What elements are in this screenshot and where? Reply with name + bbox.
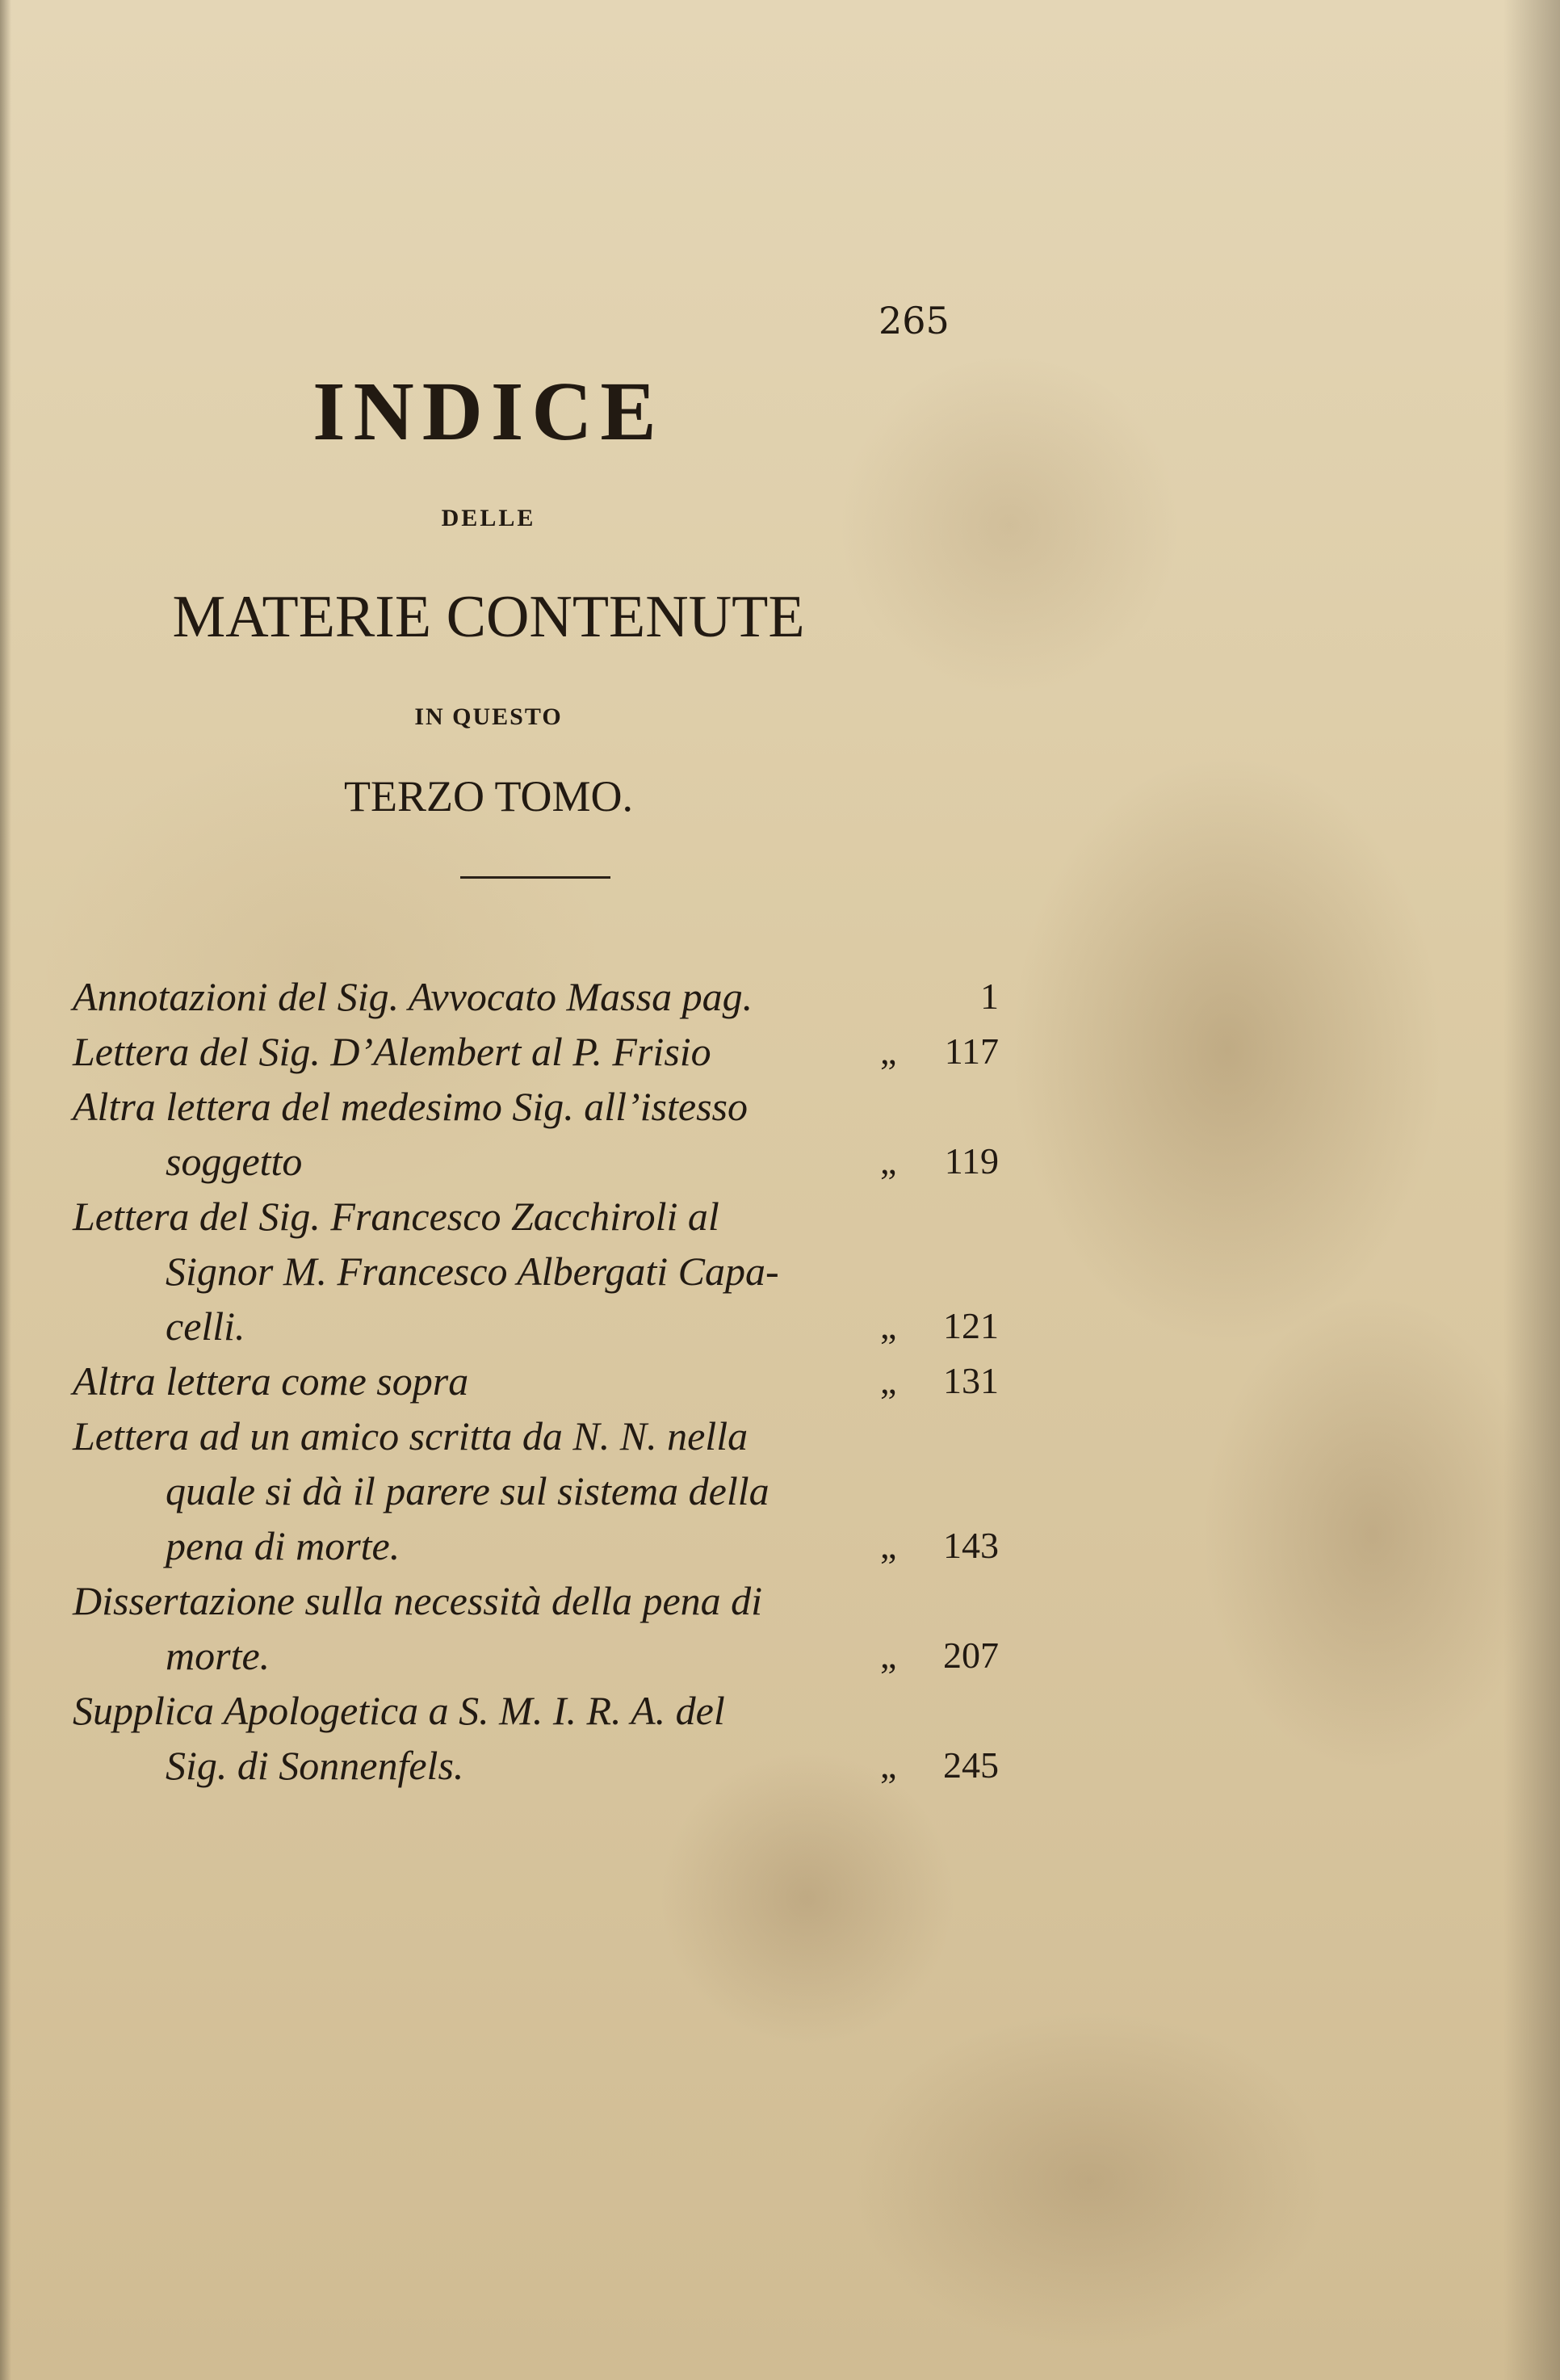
table-of-contents	[73, 969, 1001, 1793]
heading-divider	[460, 876, 610, 879]
toc-entry-line: Annotazioni del Sig. Avvocato Massa pag.	[73, 974, 753, 1019]
ditto-mark: „	[880, 1140, 897, 1182]
toc-entry	[73, 1573, 1001, 1683]
toc-entry-line: celli.	[166, 1303, 245, 1349]
page-edge-shadow-left	[0, 0, 11, 2380]
ditto-mark: „	[880, 1744, 897, 1786]
ditto-mark: „	[880, 1360, 897, 1401]
toc-entry-line: Sig. di Sonnenfels.	[166, 1743, 464, 1788]
toc-page-ref: 143	[943, 1525, 999, 1566]
toc-entry	[73, 1408, 1001, 1573]
ditto-mark: „	[880, 1030, 897, 1072]
page-number: 265	[879, 299, 950, 342]
toc-entry-line: Supplica Apologetica a S. M. I. R. A. del	[73, 1688, 725, 1733]
ditto-mark: „	[880, 1305, 897, 1346]
toc-entry	[73, 1079, 1001, 1189]
toc-page-ref: 121	[943, 1305, 999, 1346]
toc-page-ref: 1	[980, 976, 999, 1017]
toc-entry-line: Lettera del Sig. Francesco Zacchiroli al	[73, 1194, 719, 1239]
title-terzo-tomo: TERZO TOMO.	[343, 772, 633, 821]
title-materie-contenute: MATERIE CONTENUTE	[172, 584, 805, 650]
toc-entry-line: quale si dà il parere sul sistema della	[166, 1468, 770, 1513]
toc-entry	[73, 1024, 1001, 1079]
toc-entry-line: Lettera del Sig. D’Alembert al P. Frisio	[73, 1029, 711, 1074]
toc-entry	[73, 1354, 1001, 1408]
toc-entry	[73, 1683, 1001, 1793]
toc-page-ref: 119	[944, 1140, 999, 1182]
page-edge-shadow-right	[1503, 0, 1560, 2380]
toc-entry-line: Signor M. Francesco Albergati Capa-	[166, 1249, 779, 1294]
toc-page-ref: 245	[943, 1744, 999, 1786]
toc-entry-line: pena di morte.	[166, 1523, 400, 1568]
toc-page-ref: 131	[943, 1360, 999, 1401]
title-delle: DELLE	[441, 505, 536, 531]
toc-entry-line: Lettera ad un amico scritta da N. N. nella	[73, 1413, 749, 1459]
toc-entry-line: Dissertazione sulla necessità della pena di	[73, 1578, 763, 1623]
toc-entry-line: morte.	[166, 1633, 270, 1678]
toc-entry	[73, 969, 1001, 1024]
toc-page-ref: 207	[943, 1635, 999, 1676]
toc-entry-line: soggetto	[166, 1139, 303, 1184]
toc-entry-line: Altra lettera del medesimo Sig. all’istesso	[73, 1084, 749, 1129]
title-in-questo: IN QUESTO	[414, 703, 563, 730]
title-indice: INDICE	[312, 365, 665, 458]
toc-entry	[73, 1189, 1001, 1354]
toc-page-ref: 117	[944, 1030, 999, 1072]
ditto-mark: „	[880, 1525, 897, 1566]
toc-entry-line: Altra lettera come sopra	[73, 1358, 469, 1404]
ditto-mark: „	[880, 1635, 897, 1676]
